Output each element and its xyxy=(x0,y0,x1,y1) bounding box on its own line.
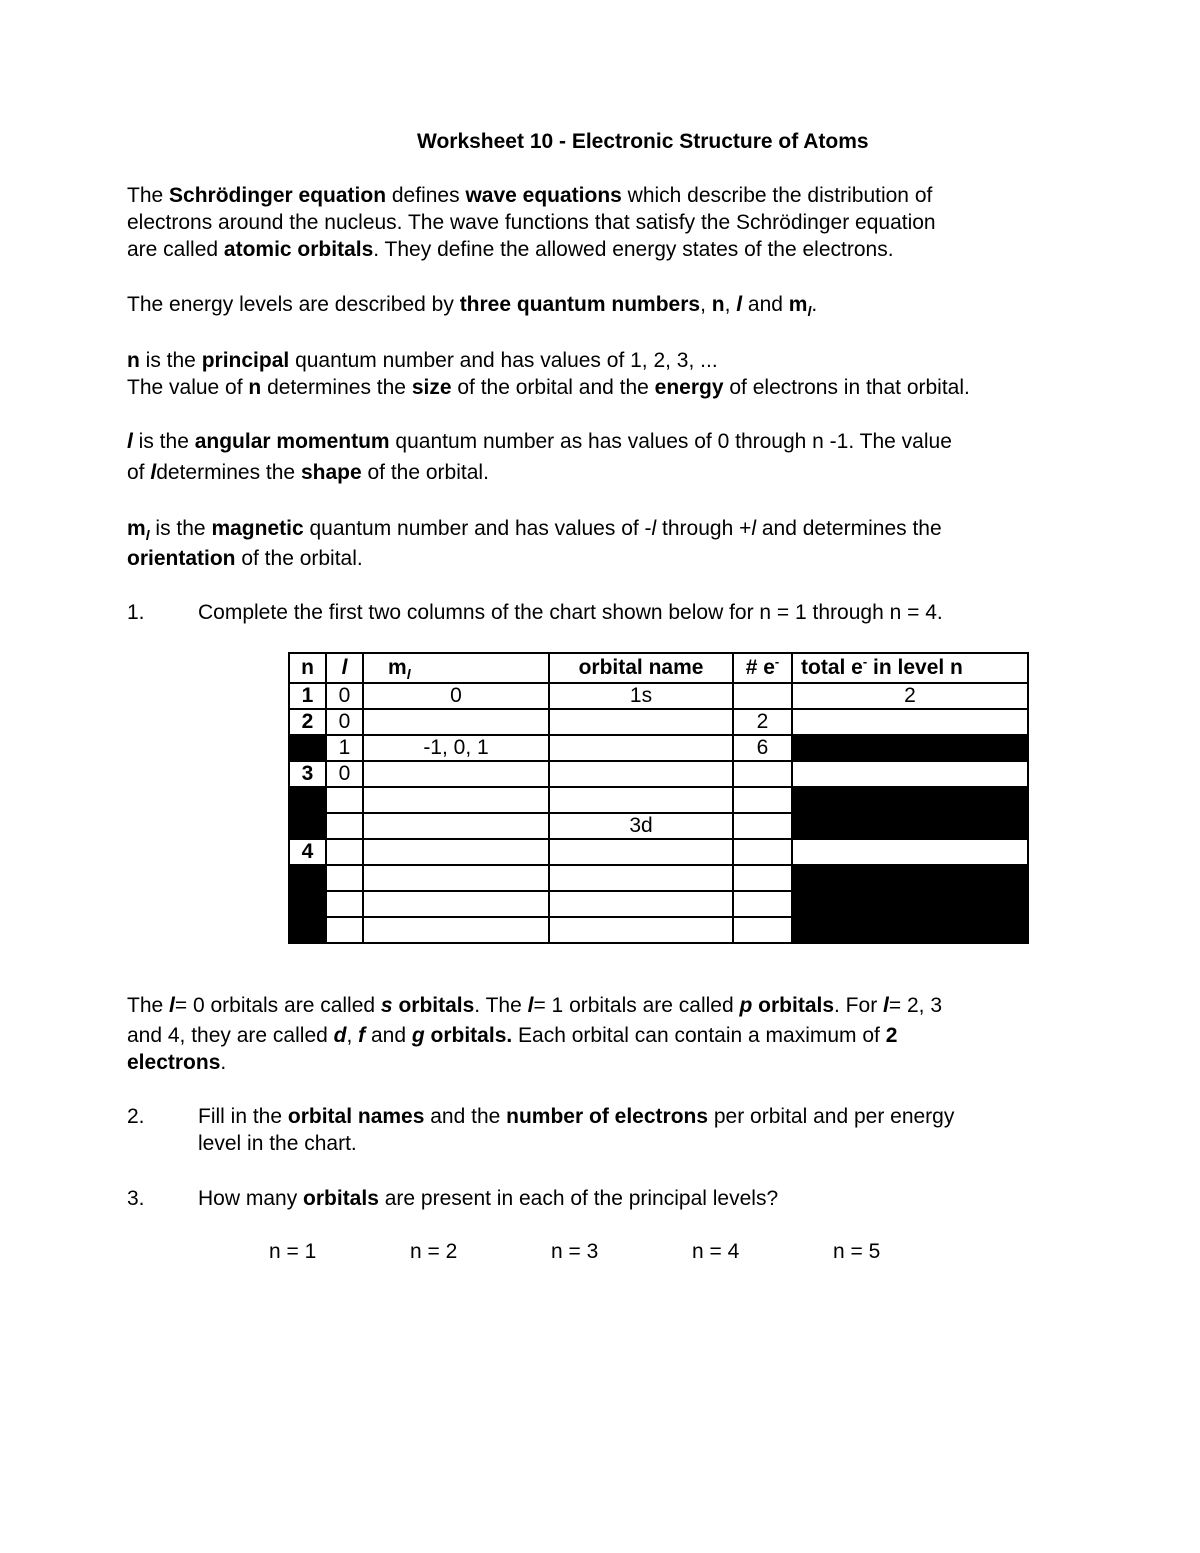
cell-orbital: 3d xyxy=(549,813,733,839)
level-label: n = 5 xyxy=(833,1240,881,1263)
cell-n-shaded xyxy=(289,735,326,761)
cell-electrons xyxy=(733,891,792,917)
question-2-number: 2. xyxy=(127,1105,145,1128)
cell-n-shaded xyxy=(289,787,326,813)
cell-ml xyxy=(363,865,549,891)
table-row xyxy=(289,787,1028,813)
cell-total xyxy=(792,839,1028,865)
intro-line-1: The Schrödinger equation defines wave equations which describe the distribution of xyxy=(127,184,933,207)
header-total-electrons: total e- in level n xyxy=(792,653,1028,683)
cell-electrons xyxy=(733,683,792,709)
cell-l: 0 xyxy=(326,761,363,787)
cell-orbital xyxy=(549,735,733,761)
intro-line-3: are called atomic orbitals. They define the allowed energy states of the electrons. xyxy=(127,238,894,261)
cell-electrons xyxy=(733,865,792,891)
cell-l xyxy=(326,839,363,865)
cell-l: 0 xyxy=(326,709,363,735)
table-row xyxy=(289,891,1028,917)
cell-n-shaded xyxy=(289,917,326,943)
cell-n-shaded xyxy=(289,891,326,917)
cell-total-shaded xyxy=(792,891,1028,917)
cell-total: 2 xyxy=(792,683,1028,709)
cell-n: 1 xyxy=(289,683,326,709)
table-row xyxy=(289,683,1028,709)
cell-orbital xyxy=(549,761,733,787)
table-row xyxy=(289,839,1028,865)
cell-l xyxy=(326,917,363,943)
cell-n: 2 xyxy=(289,709,326,735)
cell-electrons: 2 xyxy=(733,709,792,735)
cell-total-shaded xyxy=(792,813,1028,839)
cell-total-shaded xyxy=(792,787,1028,813)
cell-n: 4 xyxy=(289,839,326,865)
level-label: n = 1 xyxy=(269,1240,317,1263)
table-row xyxy=(289,917,1028,943)
ml-description: orientation of the orbital. xyxy=(127,547,363,570)
cell-n: 3 xyxy=(289,761,326,787)
n-definition: n is the principal quantum number and has values of 1, 2, 3, ... xyxy=(127,349,718,372)
table-row xyxy=(289,735,1028,761)
question-1-text: Complete the first two columns of the chart shown below for n = 1 through n = 4. xyxy=(198,601,943,624)
cell-orbital: 1s xyxy=(549,683,733,709)
level-label: n = 2 xyxy=(410,1240,458,1263)
cell-total xyxy=(792,709,1028,735)
orbitals-line-1: The l= 0 orbitals are called s orbitals. The l= 1 orbitals are called p orbitals. For l= 2, 3 xyxy=(127,994,943,1017)
cell-l xyxy=(326,813,363,839)
cell-electrons xyxy=(733,917,792,943)
cell-ml xyxy=(363,917,549,943)
ml-definition: $m_l$ is the magnetic quantum number and has values of -l through +l and determines the xyxy=(127,517,942,544)
header-electrons: # e- xyxy=(733,653,792,683)
l-definition: l is the angular momentum quantum number as has values of 0 through n -1. The value xyxy=(127,430,952,453)
orbitals-line-2: and 4, they are called d, f and g orbitals. Each orbital can contain a maximum of 2 xyxy=(127,1024,898,1047)
cell-electrons xyxy=(733,813,792,839)
cell-l: 0 xyxy=(326,683,363,709)
cell-ml xyxy=(363,787,549,813)
cell-orbital xyxy=(549,839,733,865)
intro-line-2: electrons around the nucleus. The wave functions that satisfy the Schrödinger equation xyxy=(127,211,936,234)
page-title: Worksheet 10 - Electronic Structure of Atoms xyxy=(417,130,869,153)
question-3-number: 3. xyxy=(127,1187,145,1210)
question-2-line-1: Fill in the orbital names and the number of electrons per orbital and per energy xyxy=(198,1105,955,1128)
cell-electrons xyxy=(733,839,792,865)
table-row xyxy=(289,865,1028,891)
quantum-numbers-line: The energy levels are described by three quantum numbers, n, l and $m_l$. xyxy=(127,293,818,320)
cell-orbital xyxy=(549,891,733,917)
cell-ml xyxy=(363,839,549,865)
cell-orbital xyxy=(549,709,733,735)
n-description: The value of n determines the size of the orbital and the energy of electrons in that orbital. xyxy=(127,376,970,399)
cell-ml: -1, 0, 1 xyxy=(363,735,549,761)
orbital-chart xyxy=(288,652,1029,944)
cell-l xyxy=(326,891,363,917)
cell-total-shaded xyxy=(792,865,1028,891)
cell-orbital xyxy=(549,865,733,891)
cell-ml: 0 xyxy=(363,683,549,709)
cell-ml xyxy=(363,709,549,735)
cell-ml xyxy=(363,761,549,787)
cell-l: 1 xyxy=(326,735,363,761)
cell-orbital xyxy=(549,787,733,813)
header-orbital-name: orbital name xyxy=(549,653,733,683)
cell-l xyxy=(326,787,363,813)
table-row xyxy=(289,761,1028,787)
cell-ml xyxy=(363,813,549,839)
chart-header-row xyxy=(289,653,1028,683)
cell-ml xyxy=(363,891,549,917)
table-row xyxy=(289,813,1028,839)
cell-total xyxy=(792,761,1028,787)
orbitals-line-3: electrons. xyxy=(127,1051,227,1074)
level-label: n = 3 xyxy=(551,1240,599,1263)
header-ml: $m_l$ xyxy=(363,653,549,683)
question-3-text: How many orbitals are present in each of the principal levels? xyxy=(198,1187,779,1210)
header-l: l xyxy=(326,653,363,683)
cell-l xyxy=(326,865,363,891)
cell-orbital xyxy=(549,917,733,943)
cell-n-shaded xyxy=(289,865,326,891)
cell-electrons: 6 xyxy=(733,735,792,761)
level-label: n = 4 xyxy=(692,1240,740,1263)
cell-electrons xyxy=(733,761,792,787)
table-row xyxy=(289,709,1028,735)
l-description: of ldetermines the shape of the orbital. xyxy=(127,461,489,484)
question-2-line-2: level in the chart. xyxy=(198,1132,357,1155)
question-1-number: 1. xyxy=(127,601,145,624)
header-n: n xyxy=(289,653,326,683)
cell-n-shaded xyxy=(289,813,326,839)
cell-total-shaded xyxy=(792,917,1028,943)
cell-total-shaded xyxy=(792,735,1028,761)
cell-electrons xyxy=(733,787,792,813)
